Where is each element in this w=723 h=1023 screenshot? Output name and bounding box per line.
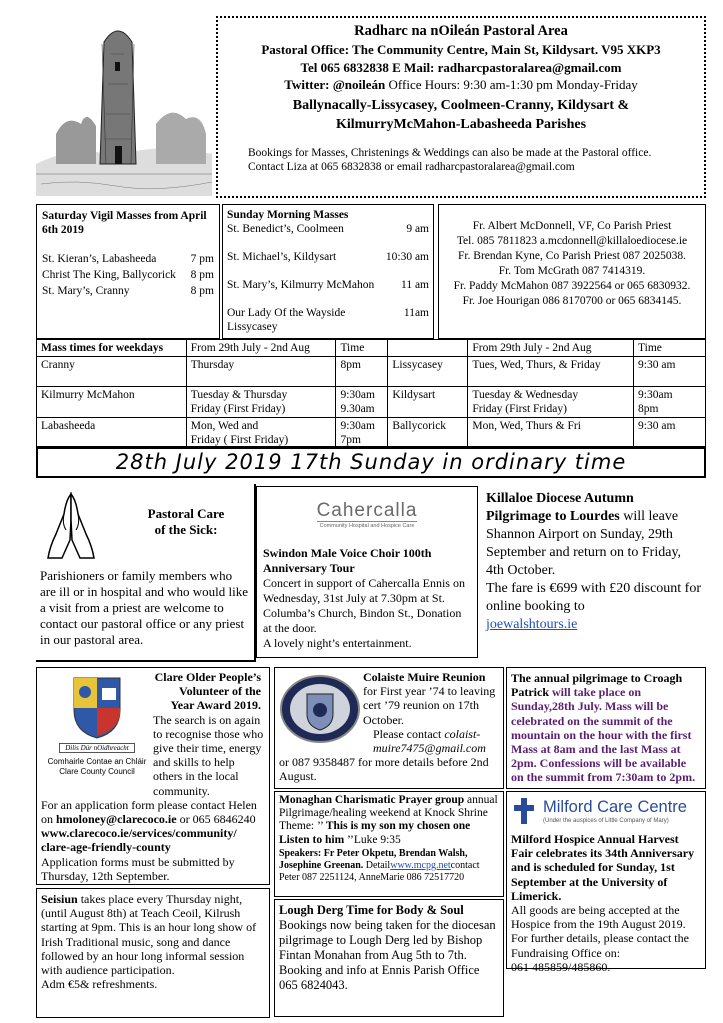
milford-logo-text: Milford Care Centre — [543, 798, 687, 816]
mass-time: 11am — [403, 307, 429, 319]
church-tower-sketch — [36, 14, 212, 196]
praying-hands-icon — [42, 490, 100, 562]
pastoral-care-title — [126, 506, 246, 538]
table-cell: 9:30am 9.30am — [336, 387, 388, 418]
monaghan-speakers: Speakers: Fr Peter Okpetu, Brendan Walsh, Josephine Greenan. — [279, 847, 468, 871]
priest-line: Fr. Paddy McMahon 087 3922564 or 065 6830932. — [453, 280, 691, 292]
milford-body: All goods are being accepted at the Hospice from the 19th August 2019. For further details, please contact the Fundraising Office on: — [511, 903, 689, 960]
priest-line: Fr. Albert McDonnell, VF, Co Parish Priest — [472, 220, 672, 232]
colaiste-email[interactable]: colaist-muire7475@gmail.com — [373, 726, 486, 756]
contact-text: For an application form please contact Helen on — [41, 797, 257, 827]
council-name-english: Clare County Council — [59, 767, 135, 777]
mass-place: St. Mary’s, Cranny — [42, 285, 130, 297]
sunday-morning-masses — [222, 204, 434, 339]
pastoral-care-section — [36, 484, 256, 662]
table-row — [37, 418, 706, 449]
monaghan-details — [279, 848, 499, 884]
mass-place: St. Kieran’s, Labasheeda — [42, 253, 157, 265]
pastoral-header — [216, 16, 706, 198]
derg-body: Bookings now being taken for the diocesan pilgrimage to Lough Derg led by Bishop Fintan Monahan from Aug 5th to 7th. Booking and info at Ennis Parish Office 065 6824043. — [279, 918, 496, 992]
lourdes-pilgrimage — [482, 488, 706, 660]
pastoral-title-1: Pastoral Care — [147, 506, 225, 521]
monaghan-prayer-group — [274, 791, 504, 897]
table-cell: 9:30 am — [634, 357, 706, 387]
weekday-mass-table — [36, 339, 706, 449]
saturday-mass-row — [42, 267, 214, 283]
table-header: Mass times for weekdays — [37, 340, 187, 357]
milford-harvest-fair — [506, 791, 706, 974]
monaghan-body: annual Pilgrimage/healing weekend at Knock Shrine Theme: ’’ — [279, 794, 498, 833]
helen-email[interactable]: hmoloney@clarecoco.ie — [56, 812, 177, 827]
mcpg-link[interactable]: www.mcpg.net — [390, 859, 451, 871]
colaiste-body: for First year ’74 to leaving cert ’79 reunion on 17th October. — [363, 684, 496, 727]
lourdes-title: Killaloe Diocese Autumn Pilgrimage to Lourdes — [486, 491, 634, 524]
sunday-banner: 28th July 2019 17th Sunday in ordinary time — [36, 446, 706, 478]
sunday-mass-row — [227, 250, 429, 264]
council-motto: Dilis Dúr nOidhreacht — [59, 743, 135, 753]
table-cell: Kildysart — [388, 387, 468, 418]
tower-illustration — [36, 14, 212, 196]
table-cell: Kilmurry McMahon — [37, 387, 187, 418]
sunday-mass-row — [227, 222, 429, 236]
table-cell: 9:30am 7pm — [336, 418, 388, 449]
table-header — [388, 340, 468, 357]
colaiste-muire-reunion — [274, 667, 504, 789]
cahercalla-logo-text: Cahercalla — [316, 500, 418, 521]
mass-time: 8 pm — [190, 285, 214, 297]
saturday-vigil-masses — [36, 204, 220, 339]
saturday-mass-row — [42, 251, 214, 267]
milford-title: Milford Hospice Annual Harvest Fair celebrates its 34th Anniversary and is scheduled for Sunday, 1st September at the University of Limerick. — [511, 832, 695, 903]
mass-time: 11 am — [401, 279, 429, 291]
sunday-title: Sunday Morning Masses — [227, 209, 349, 221]
mass-place: St. Michael’s, Kildysart — [227, 251, 337, 263]
table-cell: Ballycorick — [388, 418, 468, 449]
table-cell: Mon, Wed and Friday ( First Friday) — [186, 418, 336, 449]
table-cell: Thursday — [186, 357, 336, 387]
table-cell: 8pm — [336, 357, 388, 387]
parishes-line-1: Ballynacally-Lissycasey, Coolmeen-Cranny, Kildysart & — [292, 97, 630, 113]
priest-line: Fr. Brendan Kyne, Co Parish Priest 087 2025038. — [457, 250, 687, 262]
table-cell: Cranny — [37, 357, 187, 387]
award-contact — [41, 798, 265, 826]
table-cell: Labasheeda — [37, 418, 187, 449]
table-header-row — [37, 340, 706, 357]
derg-title: Lough Derg Time for Body & Soul — [279, 903, 464, 917]
mass-place: St. Benedict’s, Coolmeen — [227, 223, 344, 235]
priest-line: Fr. Tom McGrath 087 7414319. — [498, 265, 646, 277]
lourdes-fare: The fare is €699 with £20 discount for online booking to — [486, 581, 702, 614]
table-header: From 29th July - 2nd Aug — [468, 340, 634, 357]
pastoral-care-body: Parishioners or family members who are ill or in hospital and who would like a visit from a priest are welcome to contact our pastoral office or any priest in our pastoral area. — [40, 568, 248, 647]
colaiste-text-top — [363, 670, 501, 755]
table-cell: Tues, Wed, Thurs, & Friday — [468, 357, 634, 387]
cahercalla-concert — [256, 486, 478, 658]
bookings-note — [248, 146, 704, 174]
croagh-body: will take place on Sunday,28th July. Mass will be celebrated on the summit of the mountain on the hour with the first Mass at 8am and the last Mass at 2pm. Confessions will be available on the summit from 7:30am to 2pm. — [511, 685, 696, 785]
table-cell: Lissycasey — [388, 357, 468, 387]
sunday-mass-row — [227, 306, 429, 334]
monaghan-theme: This is my son my chosen one Listen to him — [279, 820, 471, 846]
cahercalla-logo — [263, 501, 471, 530]
mass-time: 10:30 am — [385, 251, 429, 263]
seisiun-admission: Adm €5& refreshments. — [41, 977, 158, 992]
office-hours: Office Hours: 9:30 am-1:30 pm Monday-Friday — [388, 77, 638, 92]
twitter-handle[interactable]: Twitter: @noileán — [284, 77, 386, 92]
table-cell: 9:30 am — [634, 418, 706, 449]
joewalshtours-link[interactable]: joewalshtours.ie — [486, 617, 578, 632]
mass-time: 7 pm — [190, 253, 214, 265]
monaghan-detail-label: Detail — [363, 859, 391, 871]
lourdes-body: will leave Shannon Airport on Sunday, 29th September and return on to Friday, 4th October. — [486, 509, 682, 578]
award-deadline: Application forms must be submitted by Thursday, 12th September. — [41, 854, 235, 883]
mass-place: Our Lady Of the Wayside Lissycasey — [227, 307, 346, 333]
table-header: From 29th July - 2nd Aug — [186, 340, 336, 357]
milford-cross-icon — [511, 796, 537, 826]
colaiste-title: Colaiste Muire Reunion — [363, 670, 486, 684]
school-crest-icon — [279, 674, 361, 744]
saturday-title: Saturday Vigil Masses from April 6th 2019 — [42, 210, 207, 236]
mass-time: 9 am — [406, 223, 429, 235]
monaghan-contacts: contact Peter 087 2251124, AnneMarie 086 72517720 — [279, 859, 480, 883]
milford-logo-sub: (Under the auspices of Little Company of Mary) — [543, 818, 669, 824]
award-body: The search is on again to recognise those who give their time, energy and skills to help others in the local community. — [153, 712, 264, 798]
concert-details: Concert in support of Cahercalla Ennis on Wednesday, 31st July at 7.30pm at St. Columba’s Church, Bindon St., Donation at the door. — [263, 576, 465, 635]
milford-phone: 061 485859/485860. — [511, 959, 611, 974]
seisiun-body: takes place every Thursday night, (until August 8th) at Teach Ceoil, Kilrush starting at 9pm. This is an hour long show of Irish Traditional music, song and dance followed by an hour long informal session with audience participation. — [41, 892, 257, 978]
choir-title: Swindon Male Voice Choir 100th Anniversary Tour — [263, 546, 432, 575]
cahercalla-logo-sub: Community Hospital and Hospice Care — [319, 523, 415, 529]
award-title: Clare Older People’s Volunteer of the Year Award 2019. — [154, 670, 261, 713]
bookings-line-2: Contact Liza at 065 6832838 or email radharcpastoralarea@gmail.com — [248, 160, 575, 173]
seisiun-title: Seisiun — [41, 892, 78, 906]
priests-contacts — [438, 204, 706, 339]
monaghan-verse: ’’Luke 9:35 — [344, 833, 401, 846]
croagh-title: The annual pilgrimage to Croagh Patrick — [511, 671, 683, 700]
table-header: Time — [634, 340, 706, 357]
bookings-line-1: Bookings for Masses, Christenings & Weddings can also be made at the Pastoral office. — [248, 146, 652, 159]
lough-derg-pilgrimage — [274, 899, 504, 1017]
pastoral-title-2: of the Sick: — [154, 522, 218, 537]
clare-council-logo — [41, 670, 153, 786]
mass-place: St. Mary’s, Kilmurry McMahon — [227, 279, 375, 291]
council-crest-icon — [70, 674, 124, 740]
clare-volunteer-award — [36, 667, 270, 885]
header-title: Radharc na nOileán Pastoral Area — [354, 23, 568, 39]
helen-phone: or 065 6846240 — [176, 812, 256, 827]
sunday-mass-row — [227, 278, 429, 292]
parishes-line-2: KilmurryMcMahon-Labasheeda Parishes — [335, 116, 587, 132]
mass-time: 8 pm — [190, 269, 214, 281]
colaiste-contact — [363, 727, 501, 755]
table-row — [37, 387, 706, 418]
mass-place: Christ The King, Ballycorick — [42, 269, 176, 281]
table-cell: Mon, Wed, Thurs & Fri — [468, 418, 634, 449]
saturday-mass-row — [42, 283, 214, 299]
croagh-patrick-pilgrimage — [506, 667, 706, 789]
twitter-hours — [218, 76, 704, 94]
priest-line: Tel. 085 7811823 a.mcdonnell@killaloediocese.ie — [456, 235, 688, 247]
pastoral-office-address: Pastoral Office: The Community Centre, Main St, Kildysart. V95 XKP3 — [261, 42, 661, 57]
table-cell: Tuesday & Wednesday Friday (First Friday) — [468, 387, 634, 418]
milford-logo — [511, 796, 701, 826]
table-header: Time — [336, 340, 388, 357]
table-cell: Tuesday & Thursday Friday (First Friday) — [186, 387, 336, 418]
table-cell: 9:30am 8pm — [634, 387, 706, 418]
priest-line: Fr. Joe Hourigan 086 8170700 or 065 6834145. — [462, 295, 682, 307]
table-row — [37, 357, 706, 387]
council-name-irish: Comhairle Contae an Chláir — [47, 757, 147, 767]
seisiun-notice — [36, 888, 270, 1018]
colaiste-contact-text: Please contact — [373, 726, 445, 741]
concert-closing: A lovely night’s entertainment. — [263, 636, 412, 650]
clarecoco-url[interactable]: www.clarecoco.ie/services/community/ clare-age-friendly-county — [41, 826, 237, 855]
monaghan-title: Monaghan Charismatic Prayer group — [279, 794, 465, 806]
tel-email: Tel 065 6832838 E Mail: radharcpastoralarea@gmail.com — [300, 59, 622, 75]
colaiste-tail: or 087 9358487 for more details before 2nd August. — [279, 755, 489, 784]
